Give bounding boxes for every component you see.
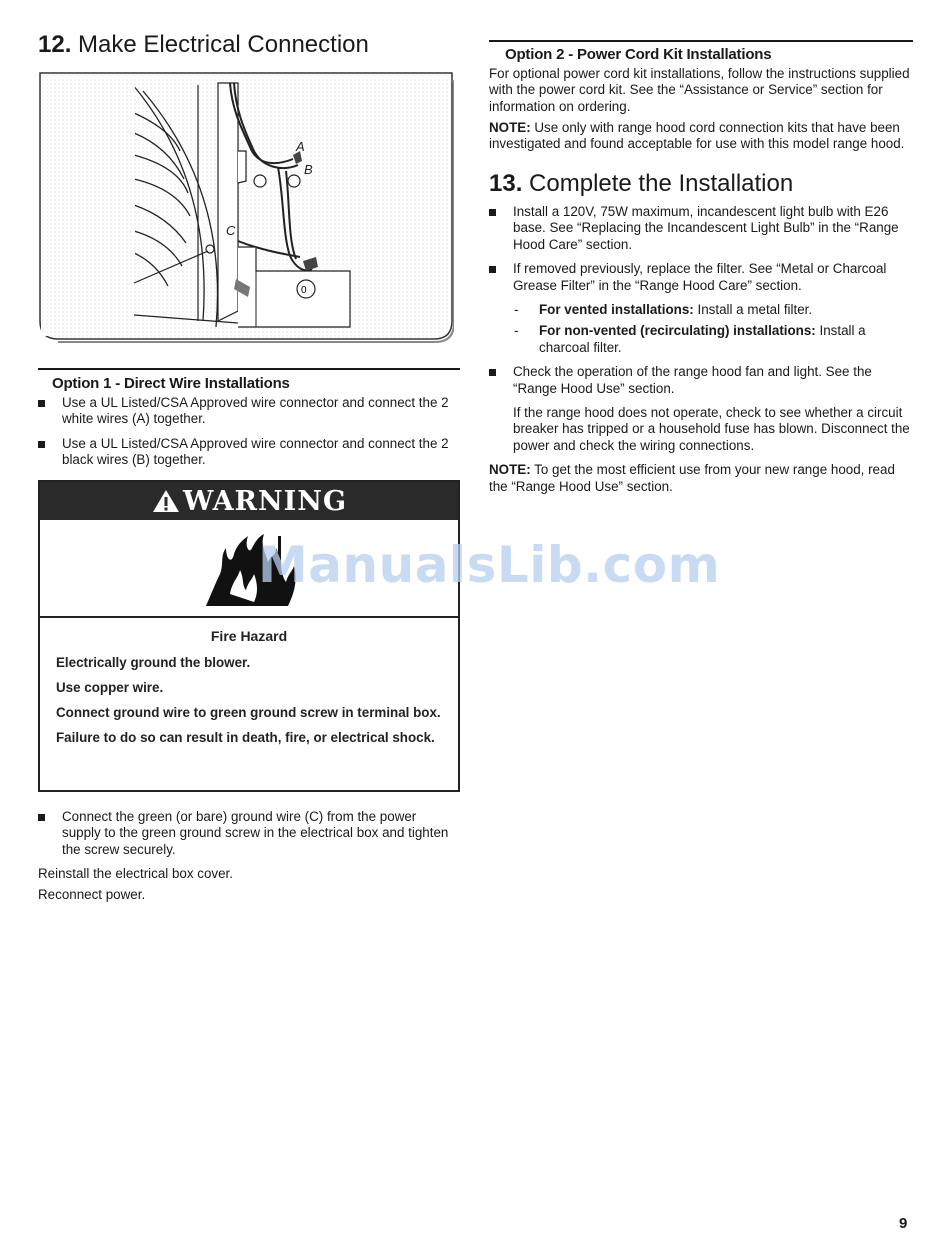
reconnect-text: Reconnect power. bbox=[38, 887, 146, 902]
warning-title: WARNING bbox=[182, 485, 348, 517]
section-13-content bbox=[489, 204, 913, 495]
ground-wire-list bbox=[38, 809, 458, 866]
bullet-icon bbox=[38, 441, 45, 448]
warning-line: Failure to do so can result in death, fire, or electrical shock. bbox=[56, 730, 435, 745]
bullet-icon bbox=[489, 209, 496, 216]
option-2-heading: Option 2 - Power Cord Kit Installations bbox=[505, 46, 772, 63]
section-12-title bbox=[38, 31, 369, 59]
warning-line: Connect ground wire to green ground screw in terminal box. bbox=[56, 705, 441, 720]
section-12-title-text: Make Electrical Connection bbox=[78, 31, 369, 58]
section-13-title-text: Complete the Installation bbox=[529, 170, 794, 197]
warning-line: Use copper wire. bbox=[56, 680, 164, 695]
section-13-note: NOTE: To get the most efficient use from your new range hood, read the “Range Hood Use” section. bbox=[489, 462, 895, 494]
watermark: ManualsLib.com bbox=[258, 536, 721, 594]
wiring-diagram bbox=[38, 71, 454, 343]
warning-body bbox=[40, 618, 458, 746]
label-b: B bbox=[304, 162, 313, 177]
page-number: 9 bbox=[899, 1215, 908, 1232]
section-13-list bbox=[489, 204, 913, 294]
option-2-note: NOTE: Use only with range hood cord connection kits that have been investigated and found acceptable for use with this model range hood. bbox=[489, 120, 905, 152]
warning-line: Electrically ground the blower. bbox=[56, 655, 251, 670]
note-label: NOTE: bbox=[489, 120, 531, 135]
bullet-icon bbox=[38, 814, 45, 821]
list-item: Connect the green (or bare) ground wire (C) from the power supply to the green ground screw in the electrical box and tighten the screw securely. bbox=[38, 809, 458, 858]
wiring-illustration bbox=[38, 71, 454, 343]
divider bbox=[489, 40, 913, 42]
option-2-body: For optional power cord kit installations, follow the instructions supplied with the power cord kit. See the “Assistance or Service” section for information on ordering. bbox=[489, 66, 910, 114]
label-c: C bbox=[226, 223, 236, 238]
warning-hazard: Fire Hazard bbox=[210, 628, 288, 644]
label-a: A bbox=[296, 139, 305, 154]
option-1-heading: Option 1 - Direct Wire Installations bbox=[52, 375, 290, 392]
warning-box bbox=[38, 480, 460, 792]
list-item: Install a 120V, 75W maximum, incandescent light bulb with E26 base. See “Replacing the Incandescent Light Bulb” in the “Range Hood Care” section. bbox=[489, 204, 913, 253]
warning-header bbox=[40, 482, 458, 520]
note-label: NOTE: bbox=[489, 462, 531, 478]
divider bbox=[38, 368, 460, 370]
section-12-number: 12. bbox=[38, 31, 72, 58]
sub-list-item: - For vented installations: Install a metal filter. bbox=[514, 302, 813, 318]
list-item: If removed previously, replace the filter. See “Metal or Charcoal Grease Filter” in the “Range Hood Care” section. bbox=[489, 261, 913, 294]
filter-sub-list bbox=[514, 302, 913, 356]
bullet-icon bbox=[489, 266, 496, 273]
section-13-title bbox=[489, 170, 793, 198]
reinstall-text: Reinstall the electrical box cover. bbox=[38, 866, 234, 881]
option-1-list bbox=[38, 395, 458, 477]
section-13-number: 13. bbox=[489, 170, 523, 197]
sub-list-item: - For non-vented (recirculating) installations: Install a charcoal filter. bbox=[514, 323, 866, 355]
bullet-icon bbox=[489, 369, 496, 376]
section-13-list-2 bbox=[489, 364, 913, 397]
list-item: Check the operation of the range hood fan and light. See the “Range Hood Use” section. bbox=[489, 364, 913, 397]
list-item: Use a UL Listed/CSA Approved wire connector and connect the 2 black wires (B) together. bbox=[38, 436, 458, 469]
list-item: Use a UL Listed/CSA Approved wire connector and connect the 2 white wires (A) together. bbox=[38, 395, 458, 428]
bullet-icon bbox=[38, 400, 45, 407]
warning-triangle-icon bbox=[151, 488, 181, 514]
bullet-3-followup: If the range hood does not operate, check to see whether a circuit breaker has tripped or a household fuse has blown. Disconnect the power and check the wiring connections. bbox=[513, 405, 910, 453]
svg-text:0: 0 bbox=[301, 285, 307, 296]
